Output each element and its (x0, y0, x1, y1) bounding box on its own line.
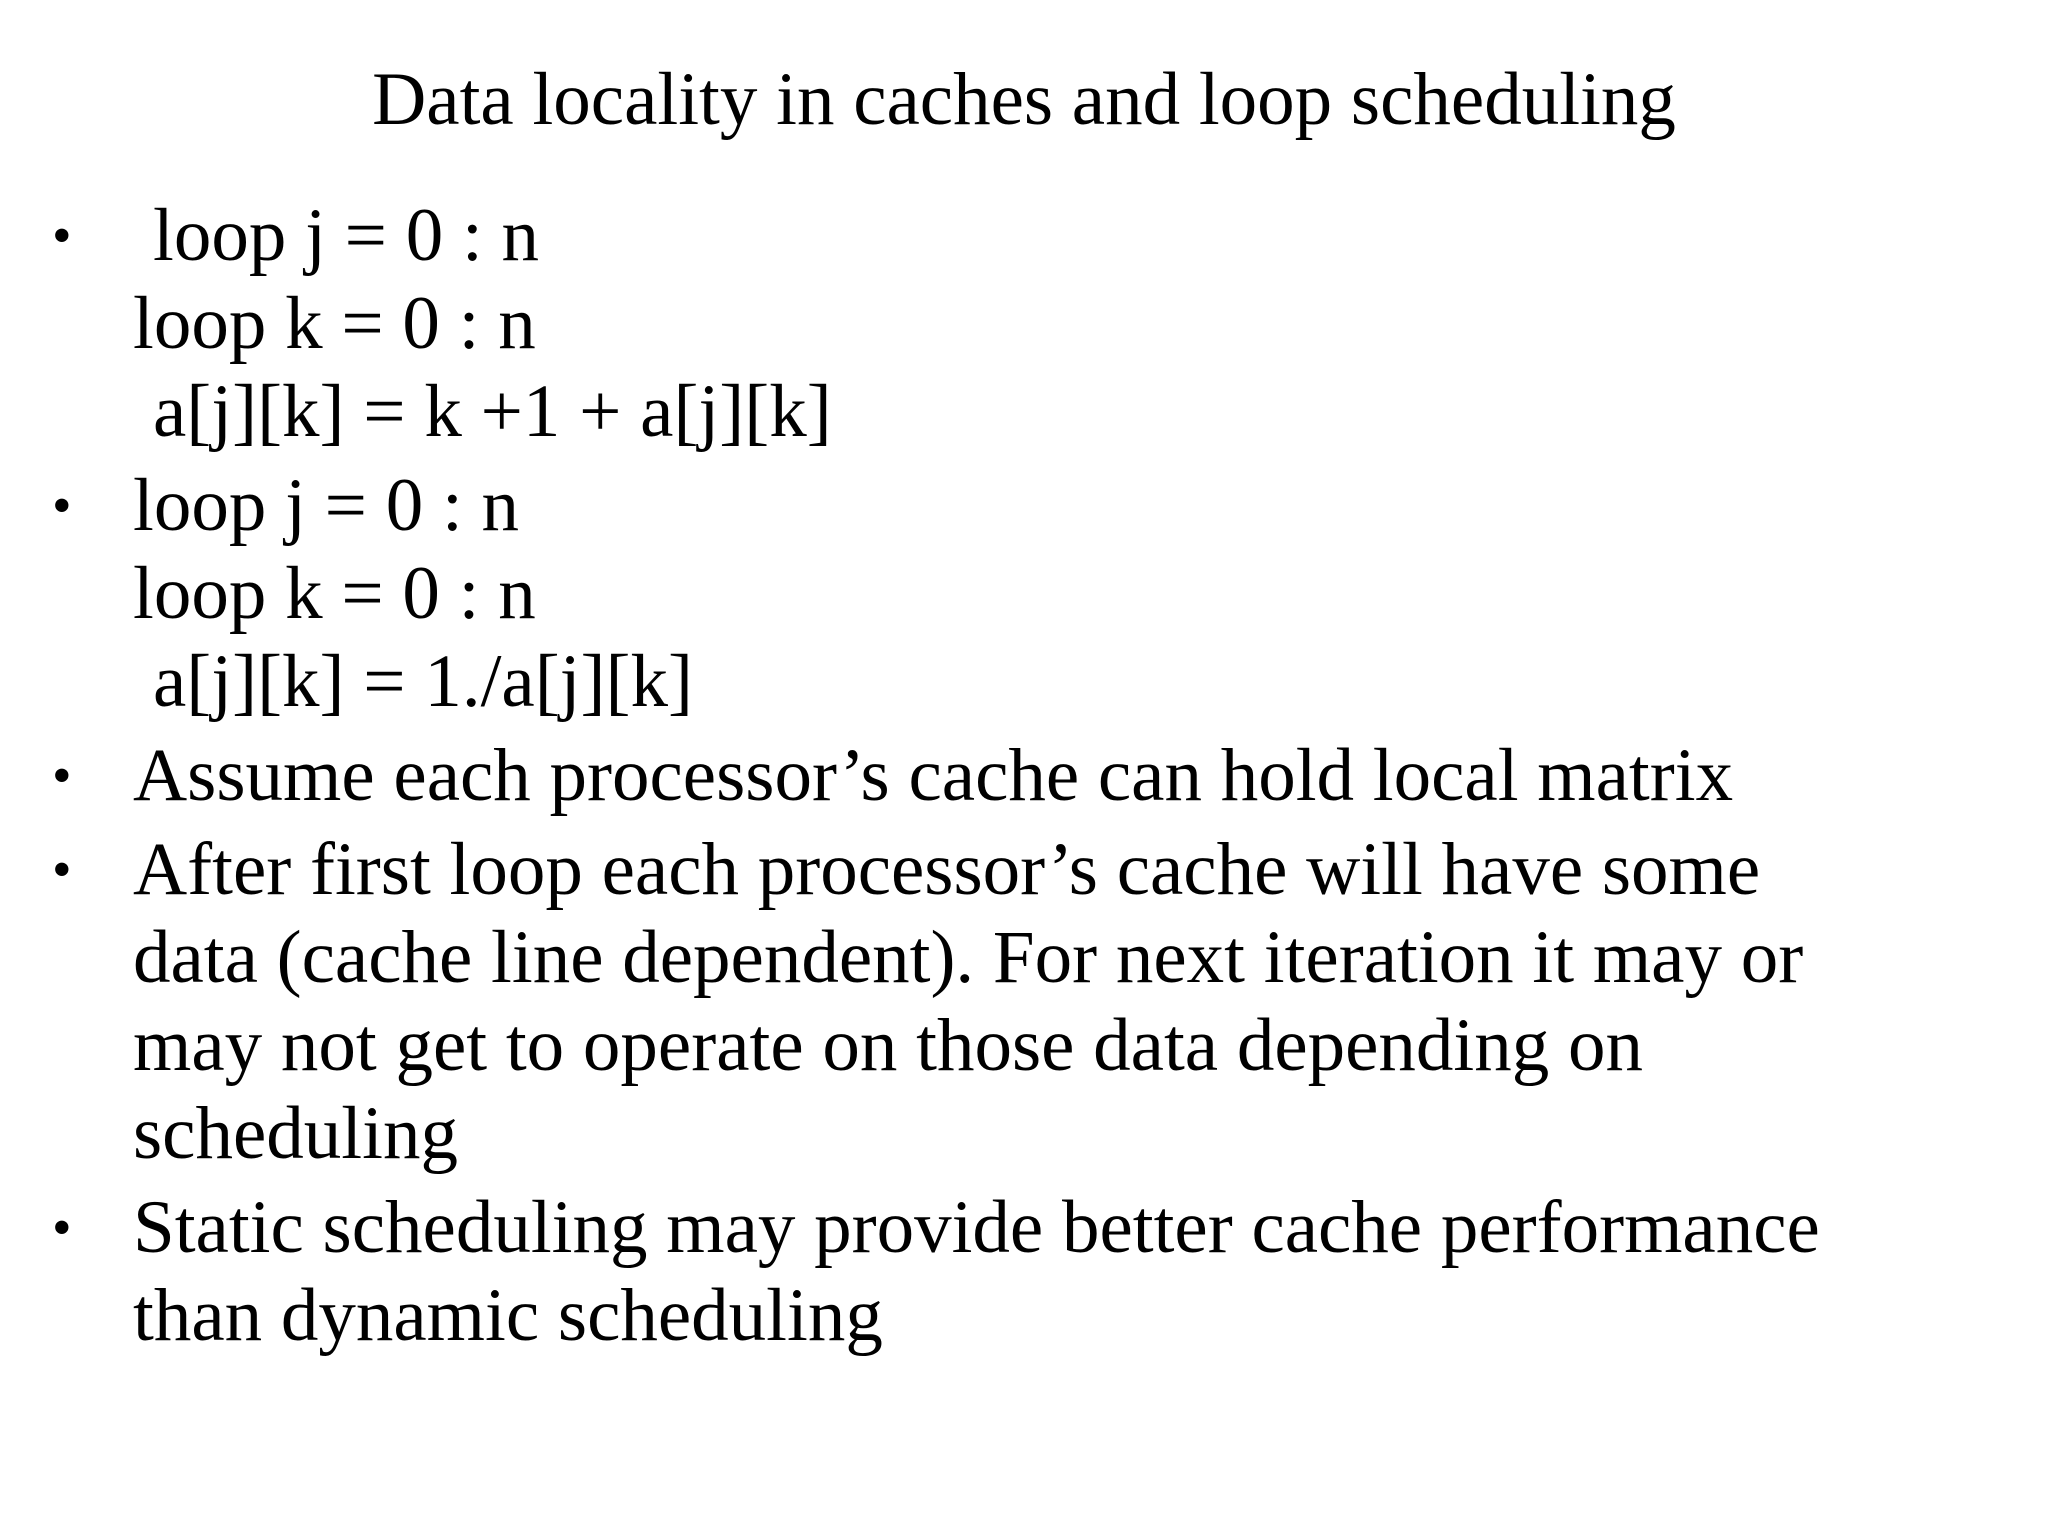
code-line: loop j = 0 : n (153, 194, 540, 277)
code-line: loop k = 0 : n (133, 282, 536, 365)
bullet-dot-icon: • (52, 839, 72, 901)
code-line: a[j][k] = 1./a[j][k] (153, 640, 693, 723)
code-line: a[j][k] = k +1 + a[j][k] (153, 370, 832, 453)
slide-title: Data locality in caches and loop scheduling (372, 58, 1676, 141)
bullet-dot-icon: • (52, 745, 72, 807)
bullet-text-line: Static scheduling may provide better cache performance (133, 1186, 1820, 1269)
bullet-dot-icon: • (52, 1197, 72, 1259)
code-line: loop j = 0 : n (133, 464, 520, 547)
bullet-text-line: After first loop each processor’s cache will have some (133, 828, 1761, 911)
bullet-item-after-first-loop (0, 826, 2048, 1178)
bullet-text-line: scheduling (133, 1092, 458, 1175)
bullet-item-loop-2 (0, 462, 2048, 726)
bullet-dot-icon: • (52, 475, 72, 537)
bullet-text-line: Assume each processor’s cache can hold local matrix (133, 734, 1734, 817)
bullet-text-line: may not get to operate on those data depending on (133, 1004, 1643, 1087)
bullet-item-loop-1 (0, 192, 2048, 456)
bullet-text-line: than dynamic scheduling (133, 1274, 883, 1357)
code-line: loop k = 0 : n (133, 552, 536, 635)
bullet-text-line: data (cache line dependent). For next iteration it may or (133, 916, 1804, 999)
bullet-item-static-scheduling (0, 1184, 2048, 1360)
bullet-list (0, 192, 2048, 1360)
bullet-item-assume-cache (0, 732, 2048, 820)
bullet-dot-icon: • (52, 205, 72, 267)
